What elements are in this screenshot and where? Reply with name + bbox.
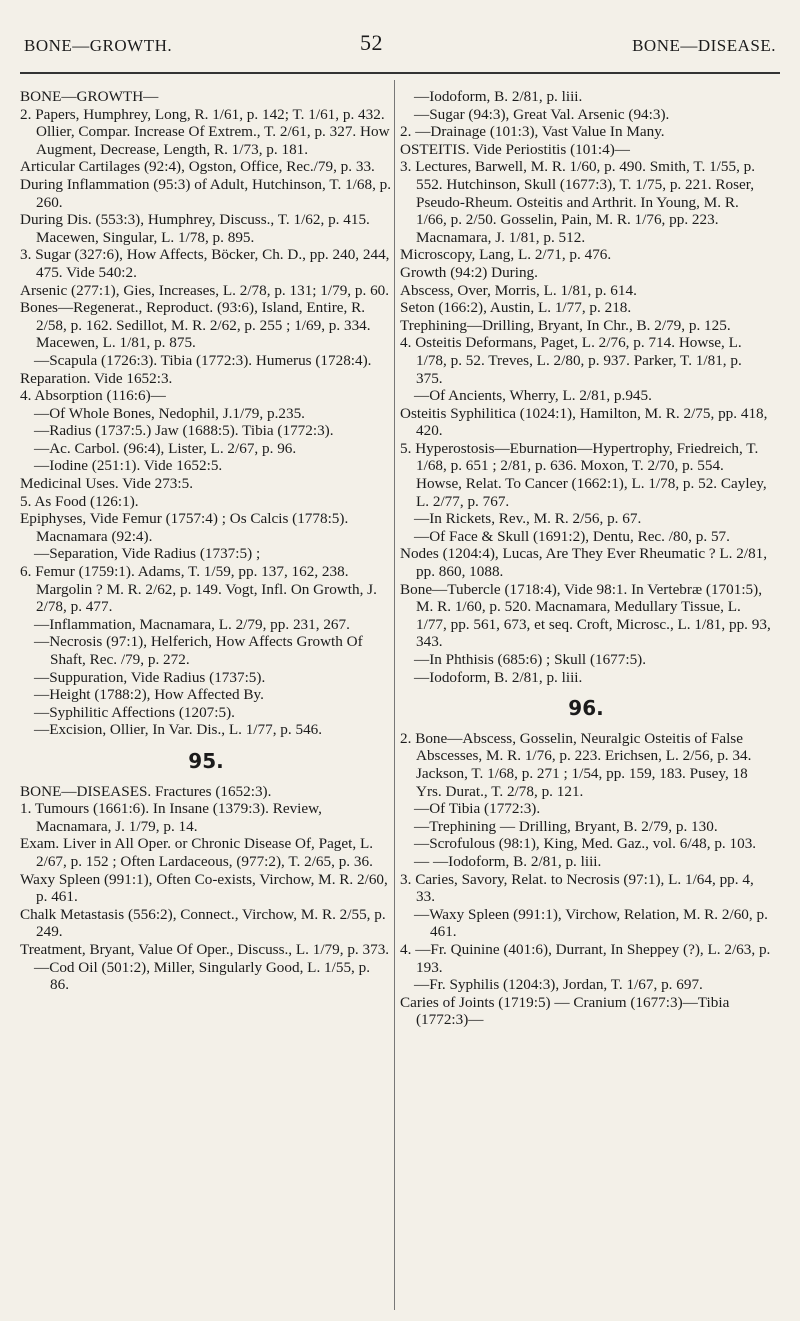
section-number: 95. [188,748,224,773]
index-entry: Trephining—Drilling, Bryant, In Chr., B. 2/79, p. 125. [400,316,731,334]
index-entry: Nodes (1204:4), Lucas, Are They Ever Rheumatic ? L. 2/81, pp. 860, 1088. [400,545,768,581]
index-heading: OSTEITIS. Vide Periostitis (101:4)— [400,140,630,158]
index-entry: 6. Femur (1759:1). Adams, T. 1/59, pp. 137, 162, 238. Margolin ? M. R. 2/62, p. 149. Vogt, Infl. On Growth, J. 2/78, p. 477. [20,563,377,616]
index-entry: —Separation, Vide Radius (1737:5) ; [34,545,261,563]
index-entry: 3. Caries, Savory, Relat. to Necrosis (97:1), L. 1/64, pp. 4, 33. [400,870,754,906]
index-entry: Treatment, Bryant, Value Of Oper., Discuss., L. 1/79, p. 373. [20,940,390,958]
index-entry: Growth (94:2) During. [400,263,538,281]
index-entry: —Iodine (251:1). Vide 1652:5. [34,457,223,475]
index-entry: —Waxy Spleen (991:1), Virchow, Relation, M. R. 2/60, p. 461. [414,905,768,941]
index-entry: 1. Tumours (1661:6). In Insane (1379:3). Review, Macnamara, J. 1/79, p. 14. [20,800,322,835]
index-entry: Bone—Tubercle (1718:4), Vide 98:1. In Vertebræ (1701:5), M. R. 1/60, p. 520. Macnamara, Medullary Tissue, L. 1/77, pp. 561, 673, et seq. Croft, Microsc., L. 1/81, pp. 93, 343. [400,580,771,651]
index-entry: —Of Whole Bones, Nedophil, J.1/79, p.235. [34,404,305,422]
index-heading: BONE—DISEASES. Fractures (1652:3). [20,782,272,800]
index-entry: Caries of Joints (1719:5) — Cranium (1677:3)—Tibia (1772:3)— [400,993,730,1029]
index-entry: —Necrosis (97:1), Helferich, How Affects Growth Of Shaft, Rec. /79, p. 272. [34,633,363,668]
index-entry: 3. Sugar (327:6), How Affects, Böcker, Ch. D., pp. 240, 244, 475. Vide 540:2. [20,246,390,281]
index-entry: —Of Face & Skull (1691:2), Dentu, Rec. /80, p. 57. [414,527,730,545]
index-entry: —Scrofulous (98:1), King, Med. Gaz., vol. 6/48, p. 103. [414,835,757,853]
index-entry: —Ac. Carbol. (96:4), Lister, L. 2/67, p. 96. [34,439,297,457]
right-column [400,88,772,1029]
index-entry: —Iodoform, B. 2/81, p. liii. [414,88,583,105]
index-entry: Seton (166:2), Austin, L. 1/77, p. 218. [400,299,632,317]
index-entry: Waxy Spleen (991:1), Often Co-exists, Virchow, M. R. 2/60, p. 461. [20,870,388,906]
index-entry: —Sugar (94:3), Great Val. Arsenic (94:3). [414,105,670,123]
index-entry: Medicinal Uses. Vide 273:5. [20,475,194,493]
index-entry: —Trephining — Drilling, Bryant, B. 2/79, p. 130. [414,817,718,835]
index-entry: — —Iodoform, B. 2/81, p. liii. [414,852,602,870]
index-entry: —Height (1788:2), How Affected By. [34,686,264,704]
index-entry: During Dis. (553:3), Humphrey, Discuss., T. 1/62, p. 415. Macewen, Singular, L. 1/78, p. 895. [20,211,370,246]
left-column [20,88,392,994]
index-entry: —Of Ancients, Wherry, L. 2/81, p.945. [414,387,652,405]
index-heading: BONE—GROWTH— [20,88,159,105]
index-entry: 2. Papers, Humphrey, Long, R. 1/61, p. 142; T. 1/61, p. 432. Ollier, Compar. Increase Of Extrem., T. 2/61, p. 327. How Augment, Decrease, Length, R. 1/73, p. 181. [20,105,390,158]
index-entry: —Fr. Syphilis (1204:3), Jordan, T. 1/67, p. 697. [414,976,703,994]
index-entry: 5. As Food (126:1). [20,492,139,510]
index-entry: 4. Osteitis Deformans, Paget, L. 2/76, p. 714. Howse, L. 1/78, p. 52. Treves, L. 2/80, p. 937. Parker, T. 1/81, p. 375. [400,334,742,387]
running-head [0,0,800,80]
index-entry: Reparation. Vide 1652:3. [20,369,173,387]
index-entry: Abscess, Over, Morris, L. 1/81, p. 614. [400,281,637,299]
index-entry: Bones—Regenerat., Reproduct. (93:6), Island, Entire, R. 2/58, p. 162. Sedillot, M. R. 2/62, p. 255 ; 1/69, p. 334. Macewen, L. 1/81, p. 875. [20,299,371,352]
index-entry: 5. Hyperostosis—Eburnation—Hypertrophy, Friedreich, T. 1/68, p. 651 ; 2/81, p. 636. Moxon, T. 2/70, p. 554. Howse, Relat. To Cancer (1662:1), L. 1/78, p. 52. Cayley, L. 2/77, p. 767. [400,439,767,510]
running-head-right: BONE—DISEASE. [632,36,776,55]
running-head-left: BONE—GROWTH. [24,36,173,55]
page-number: 52 [360,30,383,55]
index-entry: Arsenic (277:1), Gies, Increases, L. 2/78, p. 131; 1/79, p. 60. [20,281,390,299]
index-entry: —Cod Oil (501:2), Miller, Singularly Good, L. 1/55, p. 86. [34,958,371,994]
index-entry: 3. Lectures, Barwell, M. R. 1/60, p. 490. Smith, T. 1/55, p. 552. Hutchinson, Skull (1677:3), T. 1/75, p. 221. Roser, Pseudo-Rheum. Osteitis and Arthrit. In Young, M. R. 1/66, p. 2/50. Gosselin, Pain, M. R. 1/76, pp. 223. Macnamara, J. 1/81, p. 512. [400,158,756,246]
index-entry: Epiphyses, Vide Femur (1757:4) ; Os Calcis (1778:5). Macnamara (92:4). [20,510,349,545]
index-entry: Exam. Liver in All Oper. or Chronic Disease Of, Paget, L. 2/67, p. 152 ; Often Lardaceous, (977:2), T. 2/65, p. 36. [20,835,374,870]
index-entry: 2. —Drainage (101:3), Vast Value In Many. [400,123,665,141]
index-entry: Microscopy, Lang, L. 2/71, p. 476. [400,246,612,264]
index-entry: —In Phthisis (685:6) ; Skull (1677:5). [414,651,647,668]
header-rule [20,72,780,74]
index-entry: 2. Bone—Abscess, Gosselin, Neuralgic Osteitis of False Abscesses, M. R. 1/76, p. 223. Erichsen, L. 2/56, p. 34. Jackson, T. 1/68, p. 271 ; 1/54, pp. 159, 183. Pusey, 18 Yrs. Durat., T. 2/78, p. 121. [400,729,752,800]
index-entry: —Suppuration, Vide Radius (1737:5). [34,668,266,686]
index-entry: —In Rickets, Rev., M. R. 2/56, p. 67. [414,510,642,528]
index-entry: —Syphilitic Affections (1207:5). [34,703,235,721]
index-entry: —Scapula (1726:3). Tibia (1772:3). Humerus (1728:4). [34,351,372,369]
column-divider [394,80,395,1310]
index-entry: Articular Cartilages (92:4), Ogston, Office, Rec./79, p. 33. [20,158,375,176]
index-entry: —Inflammation, Macnamara, L. 2/79, pp. 231, 267. [34,615,350,633]
index-entry: —Radius (1737:5.) Jaw (1688:5). Tibia (1772:3). [34,422,334,440]
index-entry: —Iodoform, B. 2/81, p. liii. [414,668,583,686]
index-entry: —Excision, Ollier, In Var. Dis., L. 1/77, p. 546. [34,721,323,739]
section-number: 96. [568,696,604,721]
index-entry: 4. —Fr. Quinine (401:6), Durrant, In Sheppey (?), L. 2/63, p. 193. [400,940,771,976]
index-entry: —Of Tibia (1772:3). [414,800,541,818]
index-entry: 4. Absorption (116:6)— [20,387,166,405]
index-entry: Osteitis Syphilitica (1024:1), Hamilton, M. R. 2/75, pp. 418, 420. [400,404,768,440]
index-entry: Chalk Metastasis (556:2), Connect., Virchow, M. R. 2/55, p. 249. [20,905,386,941]
index-entry: During Inflammation (95:3) of Adult, Hutchinson, T. 1/68, p. 260. [20,175,392,211]
